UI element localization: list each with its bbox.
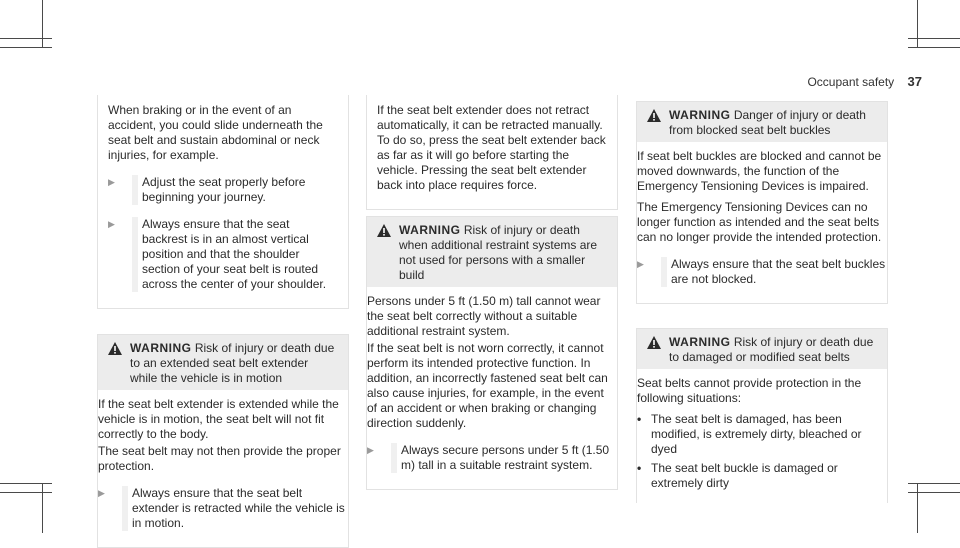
crop-mark (917, 0, 918, 48)
page-number: 37 (907, 74, 922, 89)
paragraph: Persons under 5 ft (1.50 m) tall cannot wear the seat belt correctly without a suitable additional restraint system. (367, 294, 601, 338)
list-item (637, 461, 887, 491)
warning-header (367, 217, 617, 287)
list-item-text: Always secure persons under 5 ft (1.50 m) tall in a suitable restraint system. (391, 443, 617, 473)
warning-box (636, 101, 888, 304)
section-title: Occupant safety (807, 75, 895, 89)
bullet-dot-icon: • (637, 461, 642, 475)
column-2 (366, 95, 618, 490)
list-item-text: Always ensure that the seat backrest is in an almost vertical position and that the shoulder section of your seat belt is routed across the center of your shoulder. (132, 217, 338, 292)
list-item (637, 257, 887, 287)
warning-label: WARNING (130, 341, 192, 355)
crop-mark (908, 38, 960, 39)
list-item-text: Adjust the seat properly before beginning your journey. (132, 175, 338, 205)
intro-box (97, 95, 349, 309)
intro-box (366, 95, 618, 210)
column-1 (97, 95, 349, 548)
warning-triangle-icon (647, 109, 669, 127)
crop-mark (908, 483, 960, 484)
warning-triangle-icon (377, 224, 399, 242)
arrow-bullet-icon: ▶ (98, 488, 105, 498)
arrow-bullet-icon: ▶ (108, 177, 115, 187)
paragraph: The seat belt may not then provide the proper protection. (98, 444, 341, 473)
list-item (637, 412, 887, 457)
warning-title: Risk of injury or death when additional restraint systems are not used for persons with a smaller build (399, 223, 598, 282)
arrow-bullet-icon: ▶ (367, 445, 374, 455)
list-item (98, 486, 348, 531)
list-item (108, 175, 338, 205)
warning-title: Risk of injury or death due to damaged or modified seat belts (669, 335, 874, 364)
list-item (108, 217, 338, 292)
warning-triangle-icon (108, 342, 130, 360)
warning-label: WARNING (669, 335, 731, 349)
crop-mark (0, 47, 52, 48)
list-item (367, 443, 617, 473)
paragraph: If the seat belt extender is extended while the vehicle is in motion, the seat belt will not fit correctly to the body. (98, 397, 339, 441)
crop-mark (908, 492, 960, 493)
crop-mark (0, 492, 52, 493)
paragraph: The Emergency Tensioning Devices can no longer function as intended and the seat belts can no longer provide the intended protection. (637, 200, 882, 244)
crop-mark (0, 38, 52, 39)
list-item-text: The seat belt buckle is damaged or extremely dirty (651, 461, 838, 490)
paragraph: When braking or in the event of an accident, you could slide underneath the seat belt and sustain abdominal or neck injuries, for example. (108, 103, 323, 162)
warning-box (366, 216, 618, 490)
paragraph: Seat belts cannot provide protection in the following situations: (637, 376, 862, 405)
arrow-bullet-icon: ▶ (637, 259, 644, 269)
bullet-dot-icon: • (637, 412, 642, 426)
column-3 (636, 95, 888, 503)
warning-label: WARNING (669, 108, 731, 122)
paragraph: If the seat belt is not worn correctly, it cannot perform its intended protective function. In addition, an incorrectly fastened seat belt can also cause injuries, for example, in the event of an accident or when braking or changing direction suddenly. (367, 341, 608, 430)
warning-title: Danger of injury or death from blocked seat belt buckles (669, 108, 866, 137)
warning-triangle-icon (647, 336, 669, 354)
warning-header (637, 102, 887, 142)
arrow-bullet-icon: ▶ (108, 219, 115, 229)
paragraph: If the seat belt extender does not retract automatically, it can be retracted manually. To do so, press the seat belt extender back as far as it will go before starting the vehicle. Pressing the seat belt extender back into place requires force. (377, 103, 606, 192)
warning-label: WARNING (399, 223, 461, 237)
crop-mark (908, 47, 960, 48)
list-item-text: The seat belt is damaged, has been modified, is extremely dirty, bleached or dyed (651, 412, 862, 456)
list-item-text: Always ensure that the seat belt extender is retracted while the vehicle is in motion. (122, 486, 348, 531)
crop-mark (917, 483, 918, 533)
crop-mark (0, 483, 52, 484)
warning-box (97, 334, 349, 548)
warning-box (636, 328, 888, 503)
list-item-text: Always ensure that the seat belt buckles are not blocked. (661, 257, 887, 287)
warning-title: Risk of injury or death due to an extended seat belt extender while the vehicle is in motion (130, 341, 335, 385)
crop-mark (42, 0, 43, 48)
warning-header (637, 329, 887, 369)
warning-header (98, 335, 348, 390)
crop-mark (42, 483, 43, 533)
page-header (807, 74, 922, 89)
paragraph: If seat belt buckles are blocked and cannot be moved downwards, the function of the Emergency Tensioning Devices is impaired. (637, 149, 882, 193)
